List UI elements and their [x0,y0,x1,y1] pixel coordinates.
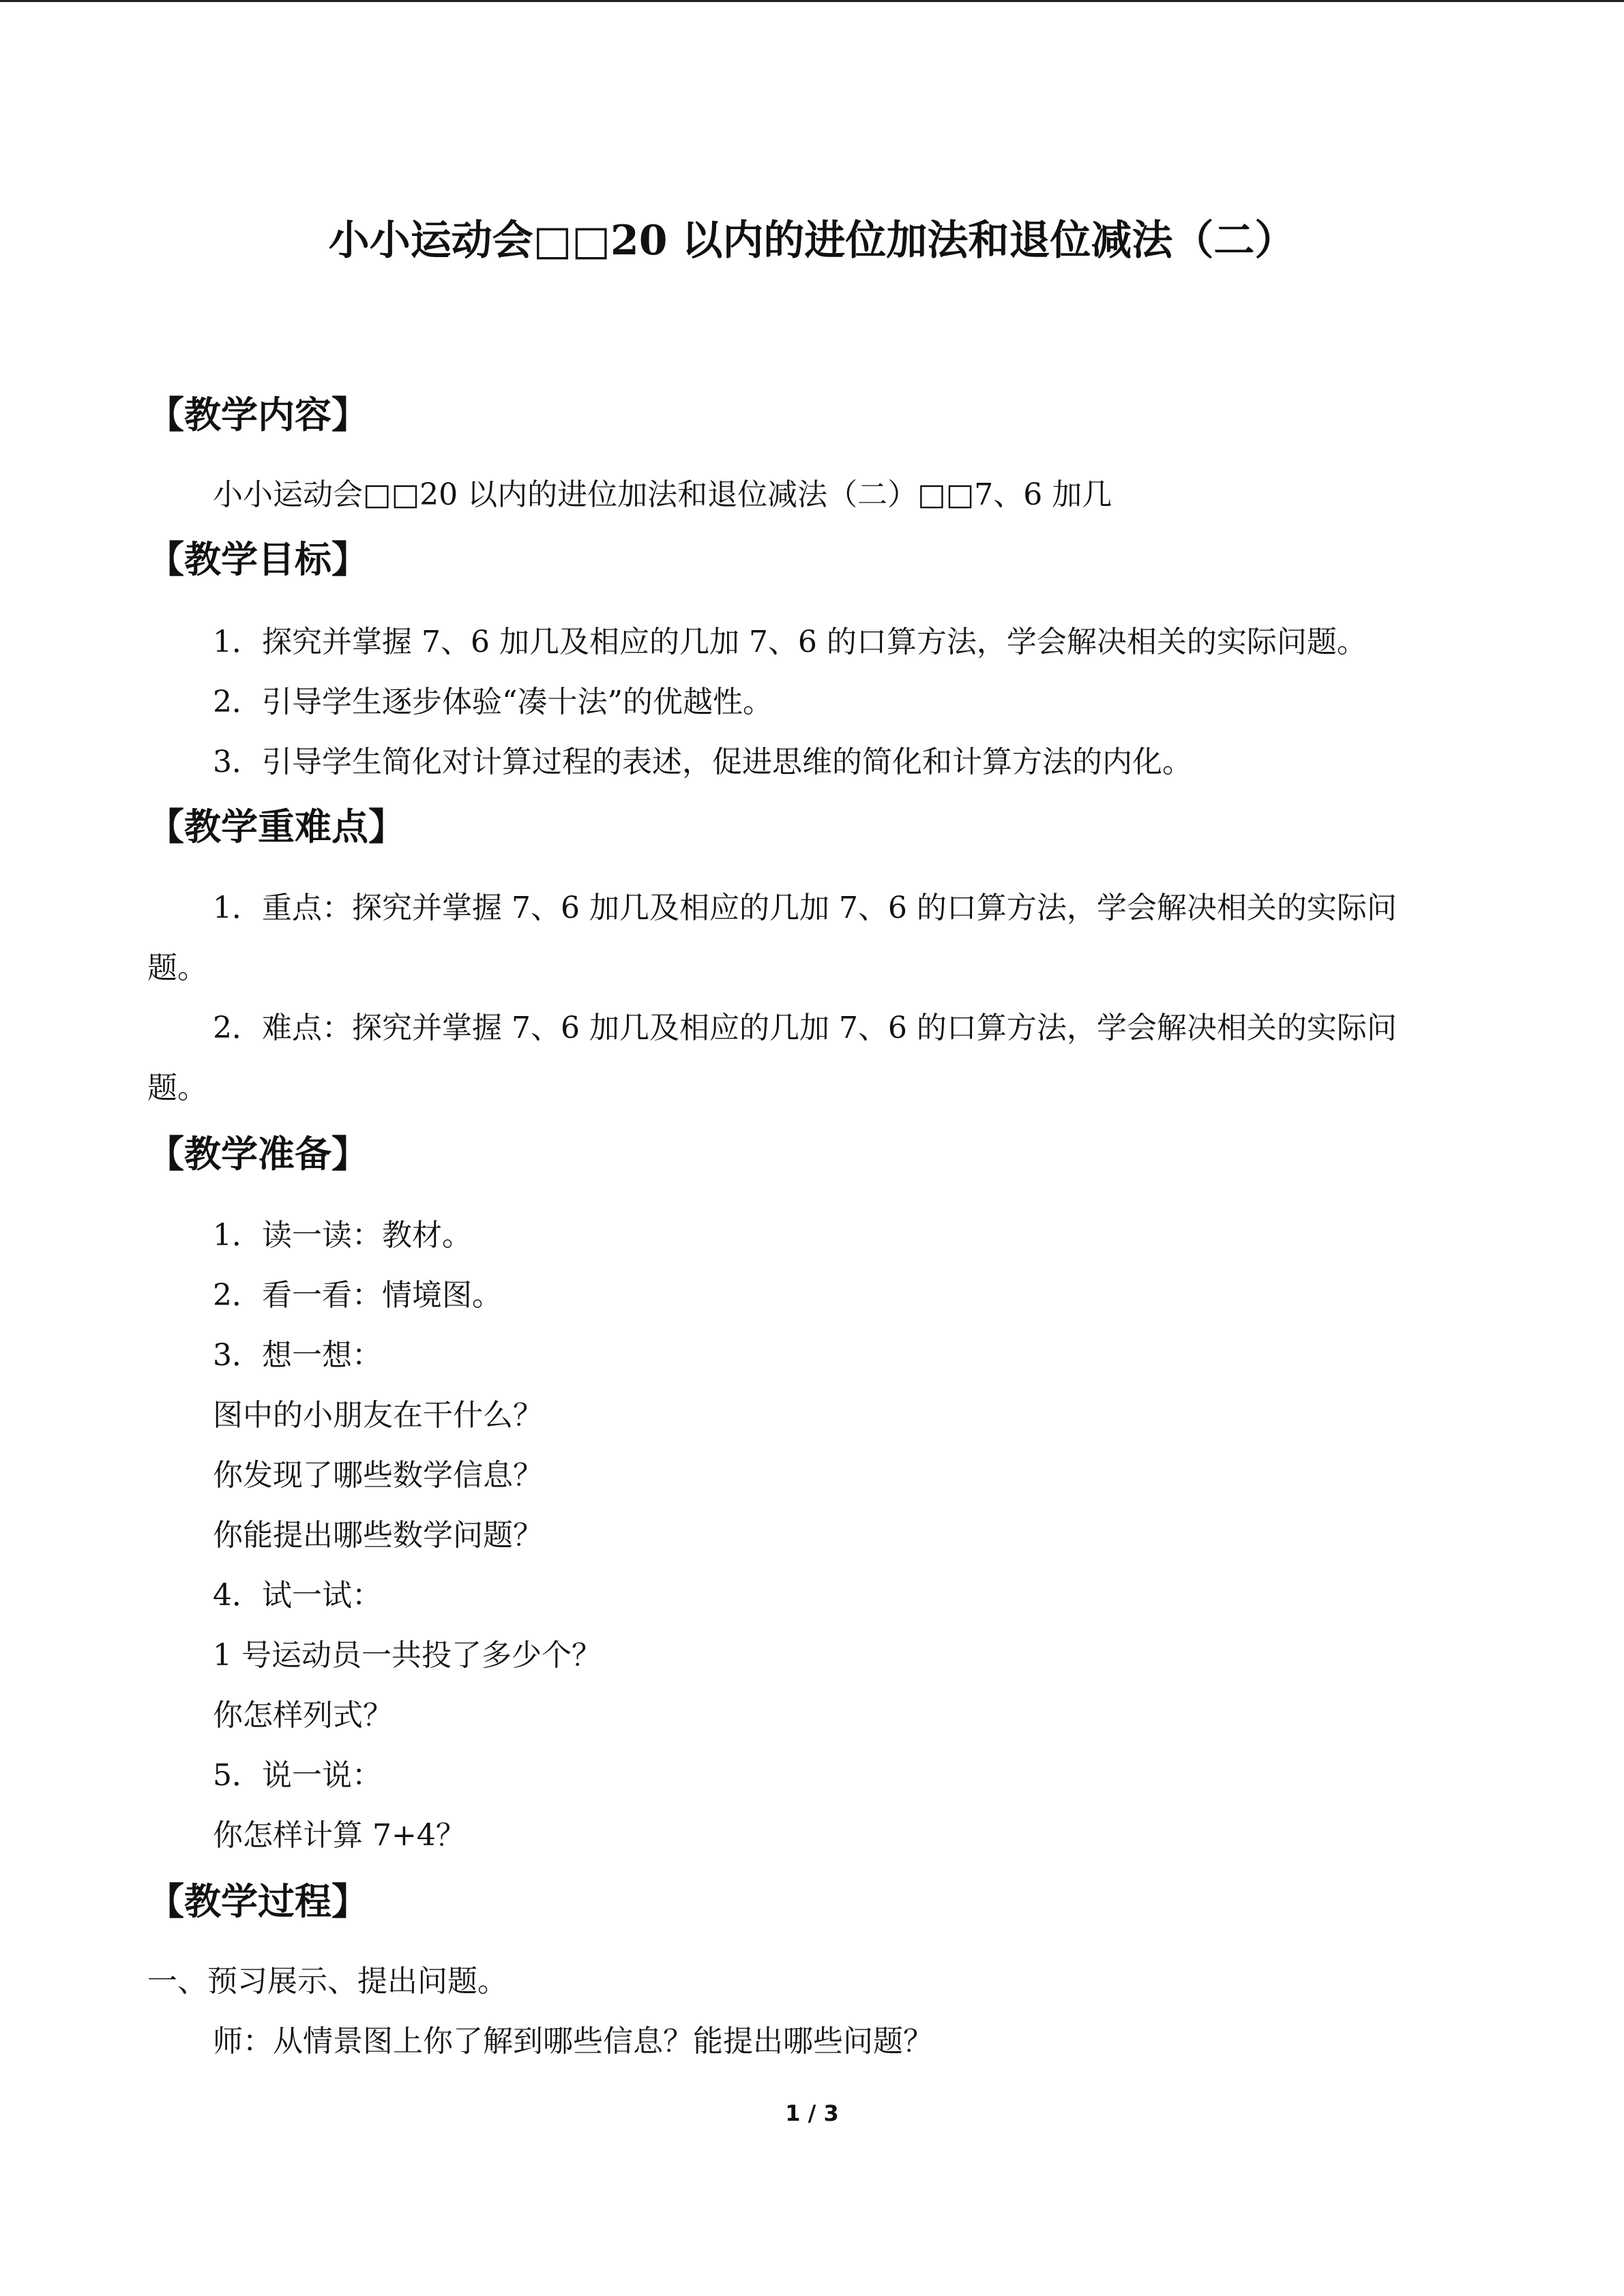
goal-item-3: 3．引导学生简化对计算过程的表述，促进思维的简化和计算方法的内化。 [213,745,1192,779]
content-line: 小小运动会□□20 以内的进位加法和退位减法（二）□□7、6 加几 [213,477,1112,512]
key-point-line: 题。 [147,1071,207,1105]
goal-item-1: 1．探究并掌握 7、6 加几及相应的几加 7、6 的口算方法，学会解决相关的实际问题。 [213,625,1367,659]
top-border [0,0,1624,2]
key-point-line: 1．重点：探究并掌握 7、6 加几及相应的几加 7、6 的口算方法，学会解决相关的实际问 [213,891,1397,925]
heading-process: 【教学过程】 [147,1879,368,1923]
key-point-line: 题。 [147,951,207,985]
prep-line: 你怎样计算 7+4？ [213,1818,466,1853]
page-number: 1 / 3 [785,2100,839,2126]
prep-line: 3．想一想： [213,1338,382,1373]
process-line: 一、预习展示、提出问题。 [147,1964,507,1999]
heading-teaching-content: 【教学内容】 [147,393,368,436]
document-title: 小小运动会□□20 以内的进位加法和退位减法（二） [328,217,1296,265]
heading-key-points: 【教学重难点】 [147,805,405,848]
prep-line: 你发现了哪些数学信息？ [213,1458,543,1493]
prep-line: 5．说一说： [213,1758,382,1793]
heading-teaching-goals: 【教学目标】 [147,537,368,581]
prep-line: 图中的小朋友在干什么？ [213,1398,543,1433]
heading-preparation: 【教学准备】 [147,1132,368,1176]
prep-line: 你能提出哪些数学问题？ [213,1518,543,1553]
prep-line: 1．读一读：教材。 [213,1218,472,1253]
prep-line: 你怎样列式？ [213,1698,393,1733]
process-line: 师：从情景图上你了解到哪些信息？能提出哪些问题？ [213,2024,933,2059]
key-point-line: 2．难点：探究并掌握 7、6 加几及相应的几加 7、6 的口算方法，学会解决相关的实际问 [213,1011,1397,1045]
goal-item-2: 2．引导学生逐步体验“凑十法”的优越性。 [213,685,773,719]
prep-line: 4．试一试： [213,1578,382,1613]
prep-line: 2．看一看：情境图。 [213,1278,502,1313]
prep-line: 1 号运动员一共投了多少个？ [213,1638,602,1673]
